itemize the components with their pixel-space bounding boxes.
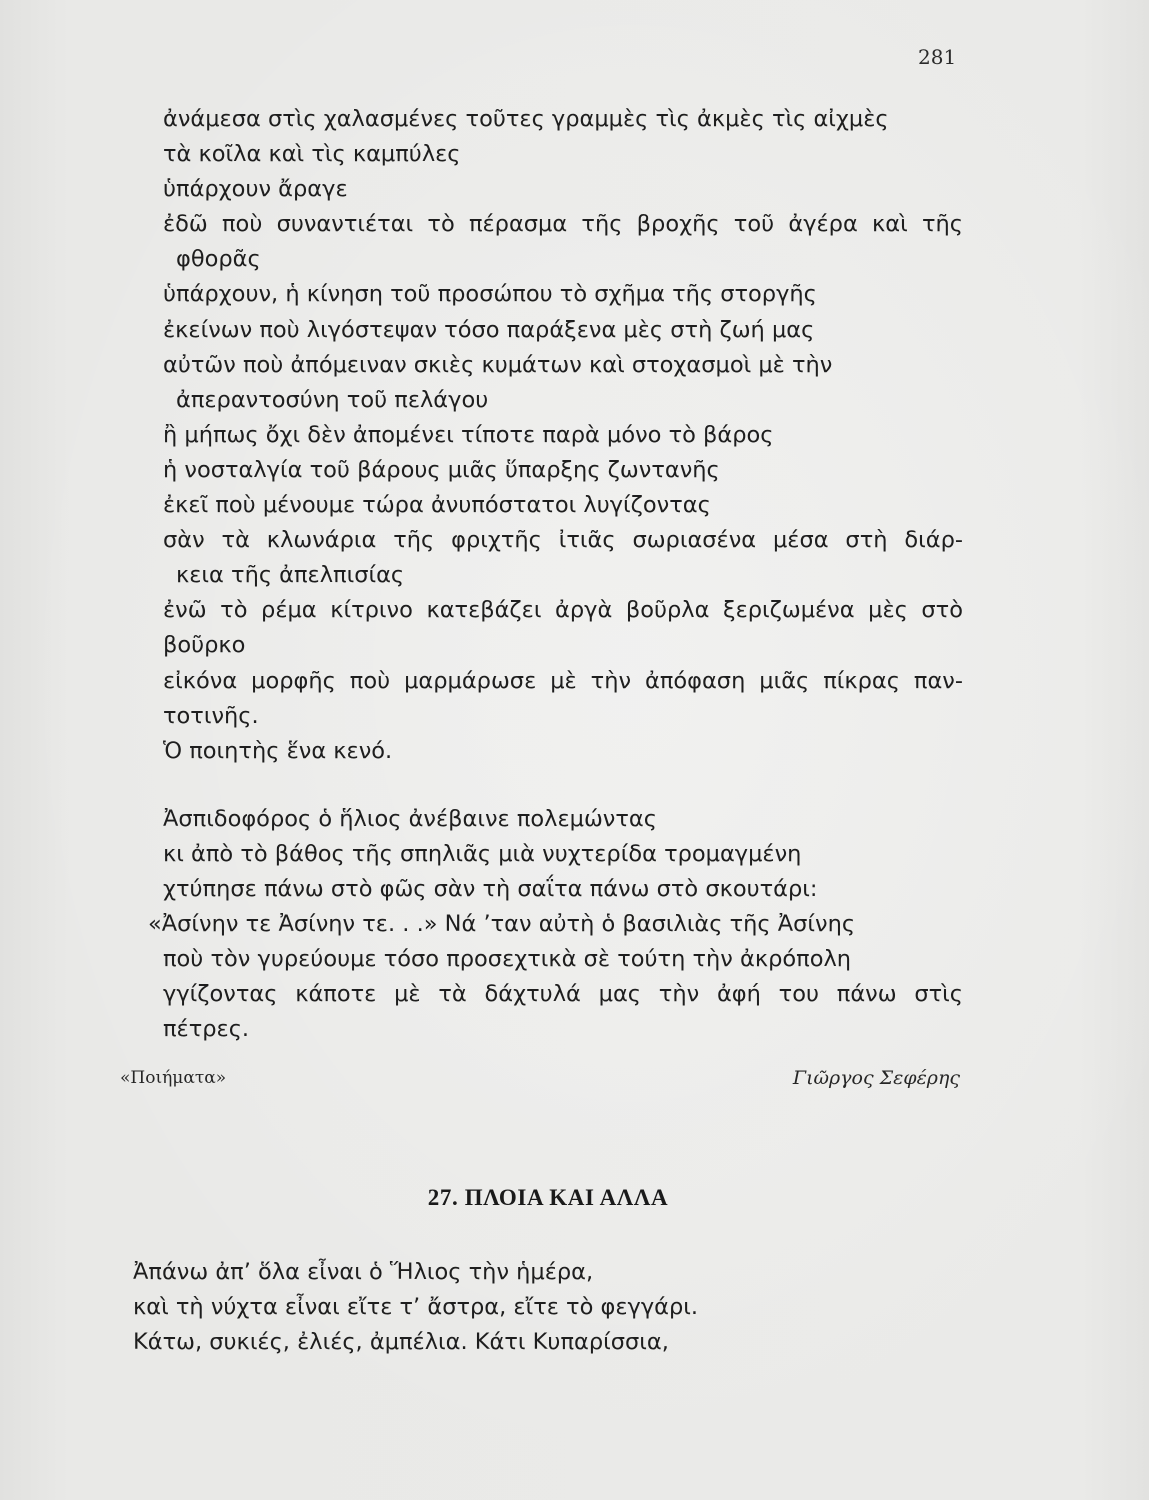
poem-line: αὐτῶν ποὺ ἀπόμειναν σκιὲς κυμάτων καὶ στοχασμοὶ μὲ τὴν <box>163 351 833 378</box>
poem-line: ὑπάρχουν, ἡ κίνηση τοῦ προσώπου τὸ σχῆμα τῆς στοργῆς <box>163 281 817 308</box>
poem-line: τοτινῆς. <box>163 702 259 729</box>
poem-line: εἰκόνα μορφῆς ποὺ μαρμάρωσε μὲ τὴν ἀπόφαση μιᾶς πίκρας παν- <box>163 667 963 694</box>
poem-line: ἀπεραντοσύνη τοῦ πελάγου <box>176 386 489 413</box>
poem-line: Ὁ ποιητὴς ἕνα κενό. <box>163 737 393 764</box>
poem-line: ὑπάρχουν ἄραγε <box>163 176 348 203</box>
poem-line: χτύπησε πάνω στὸ φῶς σὰν τὴ σαΐτα πάνω στὸ σκουτάρι: <box>163 875 818 902</box>
poem-source: «Ποιήματα» <box>120 1068 227 1088</box>
poem-author: Γιῶργος Σεφέρης <box>792 1067 960 1089</box>
poem-block <box>148 102 963 1047</box>
poem-line: ἐκεῖ ποὺ μένουμε τώρα ἀνυπόστατοι λυγίζοντας <box>163 492 711 519</box>
poem-line: «Ἀσίνην τε Ἀσίνην τε. . .» Νά ’ταν αὐτὴ ὁ βασιλιὰς τῆς Ἀσίνης <box>148 911 856 938</box>
section-line: Κάτω, συκιές, ἐλιές, ἀμπέλια. Κάτι Κυπαρίσσια, <box>133 1329 669 1356</box>
poem-line: ἐδῶ ποὺ συναντιέται τὸ πέρασμα τῆς βροχῆς τοῦ ἀγέρα καὶ τῆς <box>163 211 963 238</box>
section-text <box>133 1255 963 1360</box>
poem-line: κεια τῆς ἀπελπισίας <box>176 562 405 589</box>
stanza-2 <box>148 802 963 1048</box>
poem-line: φθορᾶς <box>176 246 261 273</box>
poem-line: ἢ μήπως ὄχι δὲν ἀπομένει τίποτε παρὰ μόνο τὸ βάρος <box>163 421 774 448</box>
page-number: 281 <box>918 45 957 69</box>
section-heading: 27. ΠΛΟΙΑ ΚΑΙ ΑΛΛΑ <box>427 1185 669 1210</box>
stanza-1 <box>163 102 963 769</box>
poem-line: βοῦρκο <box>163 632 246 659</box>
poem-line: γγίζοντας κάποτε μὲ τὰ δάχτυλά μας τὴν ἀφή του πάνω στὶς <box>163 981 963 1008</box>
poem-line: ἡ νοσταλγία τοῦ βάρους μιᾶς ὕπαρξης ζωντανῆς <box>163 456 720 483</box>
section-line: Ἀπάνω ἀπ’ ὅλα εἶναι ὁ Ἥλιος τὴν ἡμέρα, <box>133 1259 594 1285</box>
poem-line: σὰν τὰ κλωνάρια τῆς φριχτῆς ἰτιᾶς σωριασένα μέσα στὴ διάρ- <box>163 527 963 554</box>
poem-line: κι ἀπὸ τὸ βάθος τῆς σπηλιᾶς μιὰ νυχτερίδα τρομαγμένη <box>163 840 802 867</box>
poem-line: ποὺ τὸν γυρεύουμε τόσο προσεχτικὰ σὲ τούτη τὴν ἀκρόπολη <box>163 946 852 973</box>
poem-line: πέτρες. <box>163 1016 250 1043</box>
poem-line: ἐνῶ τὸ ρέμα κίτρινο κατεβάζει ἀργὰ βοῦρλα ξεριζωμένα μὲς στὸ <box>163 597 963 624</box>
poem-attribution <box>120 1064 960 1092</box>
poem-line: ἐκείνων ποὺ λιγόστεψαν τόσο παράξενα μὲς στὴ ζωή μας <box>163 316 815 343</box>
poem-line: Ἀσπιδοφόρος ὁ ἥλιος ἀνέβαινε πολεμώντας <box>163 805 657 832</box>
poem-line: τὰ κοῖλα καὶ τὶς καμπύλες <box>163 141 461 168</box>
section-line: καὶ τὴ νύχτα εἶναι εἴτε τ’ ἄστρα, εἴτε τὸ φεγγάρι. <box>133 1294 699 1321</box>
poem-line: ἀνάμεσα στὶς χαλασμένες τοῦτες γραμμὲς τὶς ἀκμὲς τὶς αἰχμὲς <box>163 106 889 132</box>
